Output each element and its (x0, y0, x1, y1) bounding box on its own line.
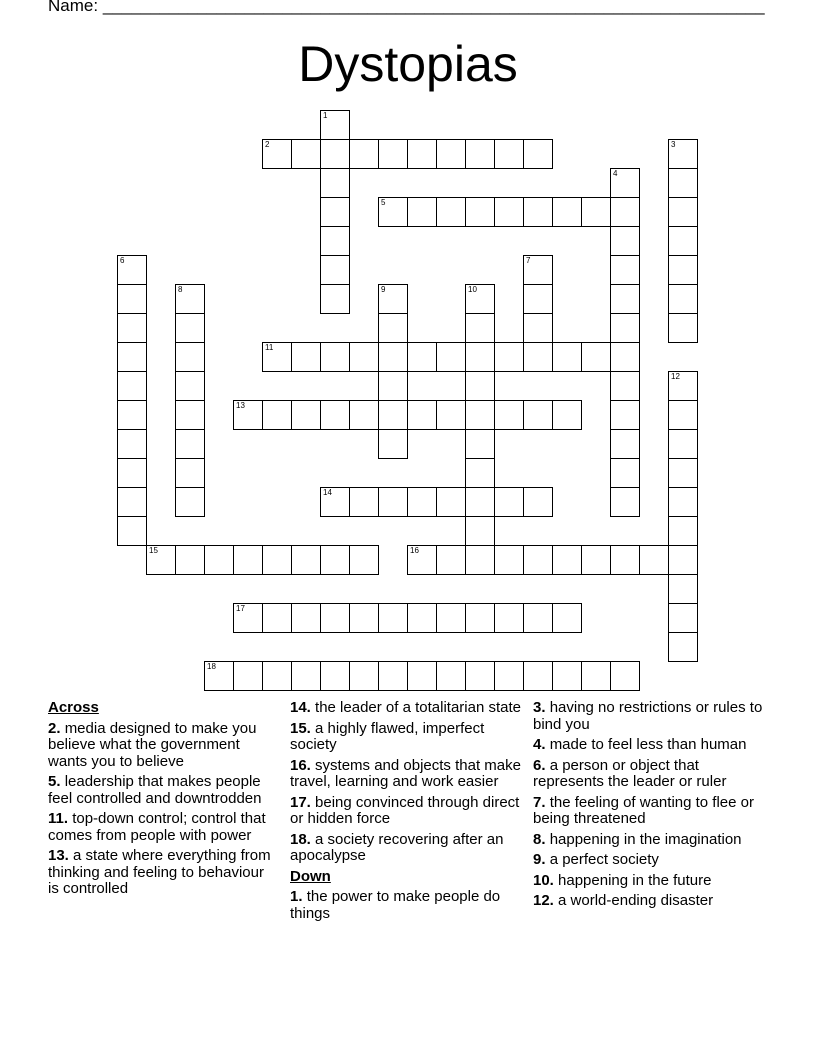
grid-cell[interactable] (610, 429, 640, 459)
grid-cell[interactable] (407, 400, 437, 430)
grid-cell[interactable] (668, 255, 698, 285)
across-heading: Across (48, 699, 99, 716)
grid-cell[interactable] (436, 487, 466, 517)
grid-cell[interactable] (523, 545, 553, 575)
grid-cell[interactable] (320, 226, 350, 256)
grid-cell[interactable] (552, 603, 582, 633)
grid-cell[interactable] (523, 197, 553, 227)
across-clue-13: 13. a state where everything from thinking and feeling to behaviour is controlled (48, 847, 271, 897)
grid-cell[interactable] (465, 400, 495, 430)
grid-cell[interactable] (407, 545, 437, 575)
grid-cell[interactable] (494, 603, 524, 633)
grid-cell[interactable] (523, 400, 553, 430)
clue-number: 17 (236, 604, 245, 613)
grid-cell[interactable] (204, 545, 234, 575)
across-clue-17: 17. being convinced through direct or hidden force (290, 793, 520, 827)
grid-cell[interactable] (552, 400, 582, 430)
grid-cell[interactable] (465, 429, 495, 459)
clue-number: 12 (671, 372, 680, 381)
across-clue-15: 15. a highly flawed, imperfect society (290, 719, 485, 753)
across-clue-18: 18. a society recovering after an apocalypse (290, 830, 504, 864)
grid-cell[interactable] (320, 110, 350, 140)
clue-number: 4 (613, 169, 618, 178)
clue-number: 9 (381, 285, 386, 294)
grid-cell[interactable] (668, 632, 698, 662)
grid-cell[interactable] (407, 342, 437, 372)
grid-cell[interactable] (349, 139, 379, 169)
down-clue-8: 8. happening in the imagination (533, 830, 742, 848)
grid-cell[interactable] (523, 487, 553, 517)
across-clue-5: 5. leadership that makes people feel controlled and downtrodden (48, 773, 262, 807)
clue-number: 5 (381, 198, 386, 207)
name-line: ______________________________________________________________________ (102, 0, 765, 15)
grid-cell[interactable] (581, 545, 611, 575)
grid-cell[interactable] (378, 429, 408, 459)
grid-cell[interactable] (378, 197, 408, 227)
grid-cell[interactable] (320, 139, 350, 169)
grid-cell[interactable] (436, 342, 466, 372)
grid-cell[interactable] (407, 487, 437, 517)
grid-cell[interactable] (378, 487, 408, 517)
grid-cell[interactable] (320, 284, 350, 314)
grid-cell[interactable] (117, 429, 147, 459)
grid-cell[interactable] (668, 545, 698, 575)
grid-cell[interactable] (436, 139, 466, 169)
grid-cell[interactable] (668, 516, 698, 546)
grid-cell[interactable] (117, 516, 147, 546)
grid-cell[interactable] (436, 661, 466, 691)
grid-cell[interactable] (494, 487, 524, 517)
clue-number: 6 (120, 256, 125, 265)
grid-cell[interactable] (407, 661, 437, 691)
grid-cell[interactable] (668, 168, 698, 198)
grid-cell[interactable] (175, 284, 205, 314)
grid-cell[interactable] (610, 661, 640, 691)
down-heading: Down (290, 867, 331, 885)
clue-number: 18 (207, 662, 216, 671)
grid-cell[interactable] (552, 661, 582, 691)
grid-cell[interactable] (175, 400, 205, 430)
grid-cell[interactable] (610, 458, 640, 488)
grid-cell[interactable] (407, 603, 437, 633)
clue-number: 7 (526, 256, 531, 265)
across-clue-14: 14. the leader of a totalitarian state (290, 699, 521, 716)
grid-cell[interactable] (610, 400, 640, 430)
grid-cell[interactable] (494, 661, 524, 691)
clue-number: 11 (265, 343, 274, 352)
grid-cell[interactable] (581, 342, 611, 372)
grid-cell[interactable] (378, 313, 408, 343)
grid-cell[interactable] (349, 342, 379, 372)
down-clue-12: 12. a world-ending disaster (533, 892, 714, 909)
grid-cell[interactable] (117, 313, 147, 343)
down-clue-10: 10. happening in the future (533, 871, 712, 889)
grid-cell[interactable] (262, 545, 292, 575)
grid-cell[interactable] (465, 661, 495, 691)
grid-cell[interactable] (610, 284, 640, 314)
grid-cell[interactable] (523, 342, 553, 372)
grid-cell[interactable] (523, 139, 553, 169)
grid-cell[interactable] (291, 545, 321, 575)
grid-cell[interactable] (291, 603, 321, 633)
grid-cell[interactable] (117, 458, 147, 488)
grid-cell[interactable] (262, 661, 292, 691)
grid-cell[interactable] (552, 545, 582, 575)
grid-cell[interactable] (465, 458, 495, 488)
grid-cell[interactable] (610, 255, 640, 285)
grid-cell[interactable] (378, 400, 408, 430)
grid-cell[interactable] (465, 545, 495, 575)
across-clue-11: 11. top-down control; control that comes from people with power (48, 810, 266, 844)
grid-cell[interactable] (610, 342, 640, 372)
grid-cell[interactable] (465, 371, 495, 401)
clue-number: 3 (671, 140, 676, 149)
grid-cell[interactable] (175, 313, 205, 343)
across-clue-16: 16. systems and objects that make travel, learning and work easier (290, 756, 521, 790)
grid-cell[interactable] (378, 603, 408, 633)
grid-cell[interactable] (320, 400, 350, 430)
down-column (533, 700, 773, 914)
grid-cell[interactable] (523, 603, 553, 633)
grid-cell[interactable] (117, 284, 147, 314)
grid-cell[interactable] (668, 574, 698, 604)
clue-number: 14 (323, 488, 332, 497)
grid-cell[interactable] (465, 603, 495, 633)
grid-cell[interactable] (262, 342, 292, 372)
grid-cell[interactable] (610, 313, 640, 343)
grid-cell[interactable] (117, 255, 147, 285)
grid-cell[interactable] (494, 400, 524, 430)
grid-cell[interactable] (668, 603, 698, 633)
grid-cell[interactable] (668, 284, 698, 314)
down-clue-9: 9. a perfect society (533, 851, 659, 868)
grid-cell[interactable] (465, 197, 495, 227)
grid-cell[interactable] (349, 487, 379, 517)
grid-cell[interactable] (465, 487, 495, 517)
clue-number: 10 (468, 285, 477, 294)
grid-cell[interactable] (610, 371, 640, 401)
grid-cell[interactable] (378, 284, 408, 314)
grid-cell[interactable] (320, 603, 350, 633)
grid-cell[interactable] (581, 197, 611, 227)
grid-cell[interactable] (494, 197, 524, 227)
grid-cell[interactable] (639, 545, 669, 575)
grid-cell[interactable] (291, 139, 321, 169)
grid-cell[interactable] (175, 487, 205, 517)
grid-cell[interactable] (320, 545, 350, 575)
down-clue-3: 3. having no restrictions or rules to bind you (533, 699, 763, 733)
across-clue-2: 2. media designed to make you believe what the government wants you to believe (48, 719, 257, 770)
grid-cell[interactable] (175, 429, 205, 459)
grid-cell[interactable] (494, 545, 524, 575)
grid-cell[interactable] (262, 603, 292, 633)
grid-cell[interactable] (146, 545, 176, 575)
grid-cell[interactable] (291, 342, 321, 372)
down-clue-1: 1. the power to make people do things (290, 888, 501, 922)
grid-cell[interactable] (523, 661, 553, 691)
grid-cell[interactable] (320, 661, 350, 691)
grid-cell[interactable] (349, 400, 379, 430)
grid-cell[interactable] (465, 342, 495, 372)
grid-cell[interactable] (320, 168, 350, 198)
down-clue-4: 4. made to feel less than human (533, 736, 747, 753)
grid-cell[interactable] (668, 371, 698, 401)
grid-cell[interactable] (436, 603, 466, 633)
grid-cell[interactable] (320, 487, 350, 517)
grid-cell[interactable] (610, 487, 640, 517)
grid-cell[interactable] (668, 487, 698, 517)
grid-cell[interactable] (668, 197, 698, 227)
clue-number: 8 (178, 285, 183, 294)
grid-cell[interactable] (233, 603, 263, 633)
grid-cell[interactable] (436, 197, 466, 227)
grid-cell[interactable] (610, 197, 640, 227)
grid-cell[interactable] (291, 400, 321, 430)
clue-number: 1 (323, 111, 328, 120)
grid-cell[interactable] (610, 226, 640, 256)
grid-cell[interactable] (668, 226, 698, 256)
down-clue-6: 6. a person or object that represents the leader or ruler (533, 756, 727, 790)
grid-cell[interactable] (117, 371, 147, 401)
grid-cell[interactable] (465, 516, 495, 546)
grid-cell[interactable] (668, 313, 698, 343)
grid-cell[interactable] (668, 458, 698, 488)
grid-cell[interactable] (668, 139, 698, 169)
grid-cell[interactable] (175, 458, 205, 488)
grid-cell[interactable] (552, 197, 582, 227)
grid-cell[interactable] (175, 342, 205, 372)
grid-cell[interactable] (349, 603, 379, 633)
clue-number: 16 (410, 546, 419, 555)
grid-cell[interactable] (349, 545, 379, 575)
grid-cell[interactable] (610, 545, 640, 575)
grid-cell[interactable] (581, 661, 611, 691)
grid-cell[interactable] (320, 342, 350, 372)
grid-cell[interactable] (465, 284, 495, 314)
grid-cell[interactable] (262, 400, 292, 430)
grid-cell[interactable] (291, 661, 321, 691)
grid-cell[interactable] (465, 139, 495, 169)
grid-cell[interactable] (320, 197, 350, 227)
grid-cell[interactable] (378, 139, 408, 169)
grid-cell[interactable] (407, 197, 437, 227)
grid-cell[interactable] (117, 487, 147, 517)
clue-number: 2 (265, 140, 270, 149)
grid-cell[interactable] (436, 400, 466, 430)
grid-cell[interactable] (233, 400, 263, 430)
across-column-2 (290, 700, 525, 926)
grid-cell[interactable] (668, 429, 698, 459)
grid-cell[interactable] (552, 342, 582, 372)
grid-cell[interactable] (204, 661, 234, 691)
across-column-1 (48, 700, 273, 902)
grid-cell[interactable] (610, 168, 640, 198)
clue-number: 13 (236, 401, 245, 410)
grid-cell[interactable] (494, 342, 524, 372)
grid-cell[interactable] (436, 545, 466, 575)
grid-cell[interactable] (523, 284, 553, 314)
grid-cell[interactable] (175, 545, 205, 575)
grid-cell[interactable] (175, 371, 205, 401)
name-label: Name: (48, 0, 99, 15)
grid-cell[interactable] (262, 139, 292, 169)
grid-cell[interactable] (378, 342, 408, 372)
grid-cell[interactable] (117, 342, 147, 372)
grid-cell[interactable] (407, 139, 437, 169)
grid-cell[interactable] (523, 255, 553, 285)
grid-cell[interactable] (320, 255, 350, 285)
grid-cell[interactable] (117, 400, 147, 430)
grid-cell[interactable] (349, 661, 379, 691)
grid-cell[interactable] (494, 139, 524, 169)
down-clue-7: 7. the feeling of wanting to flee or being threatened (533, 793, 754, 827)
grid-cell[interactable] (378, 371, 408, 401)
grid-cell[interactable] (668, 400, 698, 430)
clue-number: 15 (149, 546, 158, 555)
grid-cell[interactable] (233, 545, 263, 575)
grid-cell[interactable] (233, 661, 263, 691)
grid-cell[interactable] (378, 661, 408, 691)
grid-cell[interactable] (465, 313, 495, 343)
grid-cell[interactable] (523, 313, 553, 343)
page-title: Dystopias (298, 36, 518, 92)
